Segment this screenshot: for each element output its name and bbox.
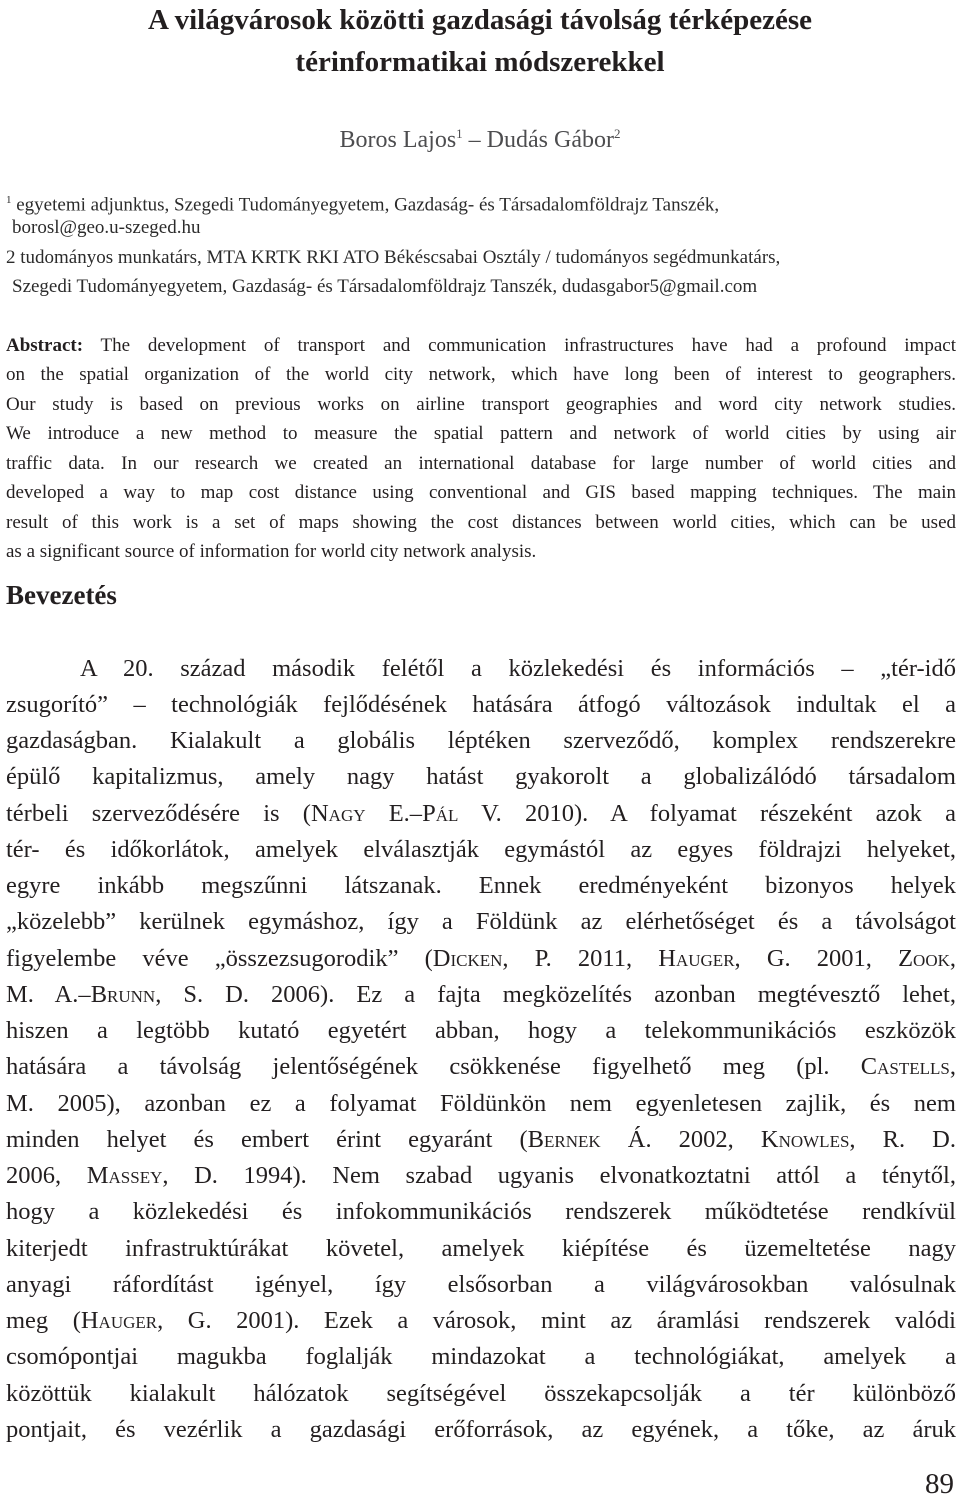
citation-author: Dicken [432, 945, 503, 972]
abstract-line: result of this work is a set of maps showing the cost distances between world cities, which can be used [6, 512, 956, 533]
section-heading: Bevezetés [6, 580, 117, 610]
author-separator: – [468, 127, 481, 153]
body-line: egyre inkább megszűnni látszanak. Ennek eredményeként bizonyos helyek [6, 872, 956, 899]
body-text: 2006, [6, 1162, 87, 1189]
body-text: , P. 2011, [502, 945, 659, 972]
body-text: , S. D. 2006). Ez a fajta megközelítés azonban megtévesztő lehet, [155, 981, 956, 1008]
abstract-line: Our study is based on previous works on airline transport geographies and word city network studies. [6, 394, 956, 415]
page-number: 89 [925, 1468, 954, 1500]
body-line: gazdaságban. Kialakult a globális léptéken szerveződő, komplex rendszerekre [6, 727, 956, 754]
citation-author: Massey [86, 1162, 163, 1189]
body-text: , G. 2001). Ezek a városok, mint az áramlási rendszerek valódi [157, 1307, 956, 1334]
citation-author: Brunn [90, 981, 156, 1008]
abstract-line: We introduce a new method to measure the spatial pattern and network of world cities by using air [6, 423, 956, 444]
abstract-line: as a significant source of information for world city network analysis. [6, 541, 537, 562]
body-line [6, 1123, 956, 1157]
affiliation-marker: 1 [6, 194, 12, 206]
body-text: térbeli szerveződésére is ( [6, 800, 311, 827]
body-text: figyelembe véve „összezsugorodik” ( [6, 945, 433, 972]
abstract-line: traffic data. In our research we created an international database for large number of world cities and [6, 453, 956, 474]
body-line: kiterjedt infrastruktúrákat követel, amelyek kiépítése és üzemeltetése nagy [6, 1235, 956, 1262]
body-line [6, 1050, 956, 1084]
body-text: M. A.– [6, 981, 91, 1008]
body-line: M. 2005), azonban ez a folyamat Földünkön nem egyenletesen zajlik, és nem [6, 1090, 956, 1117]
body-line [6, 797, 956, 831]
body-text: E.– [365, 800, 423, 827]
author-name: Dudás Gábor [486, 127, 614, 153]
body-line: tér- és időkorlátok, amelyek elválasztják egymástól az egyes földrajzi helyeket, [6, 836, 956, 863]
body-line: A 20. század második felétől a közlekedési és információs – „tér-idő [80, 655, 956, 682]
body-line: közöttük kialakult hálózatok segítségével összekapcsolják a tér különböző [6, 1380, 956, 1407]
abstract-text: The development of transport and communication infrastructures have had a profound impact [100, 335, 956, 356]
body-text: , D. 1994). Nem szabad ugyanis elvonatkoztatni attól a ténytől, [162, 1162, 956, 1189]
body-text: meg ( [6, 1307, 81, 1334]
body-text: minden helyet és embert érint egyaránt ( [6, 1126, 528, 1153]
abstract-line: developed a way to map cost distance using conventional and GIS based mapping techniques. The main [6, 482, 956, 503]
affiliation-marker: 2 [613, 126, 621, 141]
body-text: hatására a távolság jelentőségének csökkenése figyelhető meg (pl. [6, 1053, 861, 1080]
body-line: „közelebb” kerülnek egymáshoz, így a Földünk az elérhetőséget és a távolságot [6, 908, 956, 935]
body-text: , G. 2001, [734, 945, 899, 972]
body-line [6, 978, 956, 1012]
citation-author: Nagy [310, 800, 366, 827]
body-line: hogy a közlekedési és infokommunikációs rendszerek működtetése rendkívül [6, 1198, 956, 1225]
abstract-label: Abstract: [6, 335, 84, 356]
body-line: anyagi ráfordítást igényel, így elsősorban a világvárosokban valósulnak [6, 1271, 956, 1298]
abstract-line [6, 331, 956, 361]
body-text: , R. D. [849, 1126, 956, 1153]
body-line: hiszen a legtöbb kutató egyetért abban, hogy a telekommunikációs eszközök [6, 1017, 956, 1044]
body-line: pontjait, és vezérlik a gazdasági erőforrások, az egyének, a tőke, az áruk [6, 1416, 956, 1443]
affiliation-text: egyetemi adjunktus, Szegedi Tudományegyetem, Gazdaság- és Társadalomföldrajz Tanszék, [16, 194, 720, 216]
affiliation-2: 2 tudományos munkatárs, MTA KRTK RKI ATO Békéscsabai Osztály / tudományos segédmunkatárs, [6, 247, 781, 268]
body-line: épülő kapitalizmus, amely nagy hatást gyakorolt a globalizálódó társadalom [6, 763, 956, 790]
body-line: csomópontjai magukba foglalják mindazokat a technológiákat, amelyek a [6, 1343, 956, 1370]
affiliation-marker: 1 [456, 126, 463, 141]
body-text: , [949, 945, 956, 972]
citation-author: Pál [422, 800, 459, 827]
affiliation-2-cont: Szegedi Tudományegyetem, Gazdaság- és Társadalomföldrajz Tanszék, dudasgabor5@gmail.com [12, 276, 758, 297]
paper-title-line-1: A világvárosok közötti gazdasági távolság térképezése [148, 4, 812, 36]
body-line [6, 942, 956, 976]
citation-author: Knowles [760, 1126, 850, 1153]
citation-author: Bernek [527, 1126, 601, 1153]
body-line [6, 1304, 956, 1338]
citation-author: Zook [898, 945, 950, 972]
author-line [0, 116, 960, 158]
paper-title-line-2: térinformatikai módszerekkel [295, 46, 665, 78]
body-line: zsugorító” – technológiák fejlődésének hatására átfogó változások indultak el a [6, 691, 956, 718]
citation-author: Hauger [658, 945, 735, 972]
body-text: Á. 2002, [600, 1126, 761, 1153]
abstract-line: on the spatial organization of the world city network, which have long been of interest to geographers. [6, 364, 956, 385]
body-line [6, 1159, 956, 1193]
citation-author: Hauger [80, 1307, 158, 1334]
affiliation-1-email: borosl@geo.u-szeged.hu [12, 217, 201, 238]
body-text: , [949, 1053, 956, 1080]
citation-author: Castells [860, 1053, 950, 1080]
author-name: Boros Lajos [339, 127, 457, 153]
body-text: V. 2010). A folyamat részeként azok a [458, 800, 956, 827]
